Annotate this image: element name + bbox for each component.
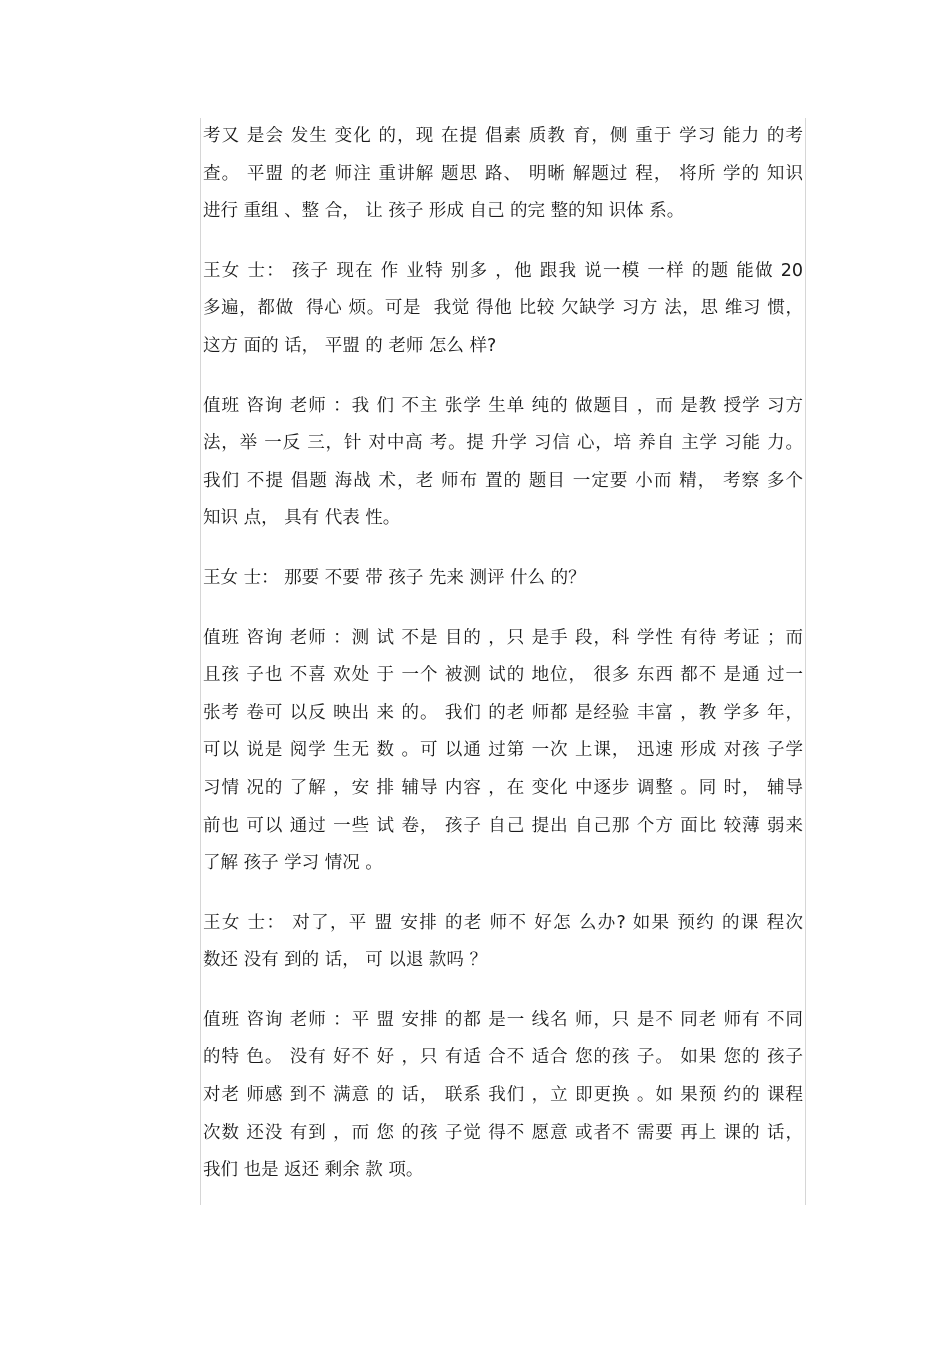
document-page xyxy=(200,118,806,1205)
dialogue-paragraph xyxy=(203,560,803,598)
text-line: 次数 还没 有到 ，而 您 的孩 子觉 得不 愿意 或者不 需要 再上 课的 话， xyxy=(203,1122,803,1143)
text-line: 考又 是会 发生 变化 的，现 在提 倡素 质教 育，侧 重于 学习 能力 的考 xyxy=(203,126,803,146)
text-line: 且孩 子也 不喜 欢处 于 一个 被测 试的 地位， 很多 东西 都不 是通 过一 xyxy=(203,665,803,686)
text-line: 查。 平盟 的老 师注 重讲解 题思 路、 明晰 解题过 程， 将所 学的 知识 xyxy=(203,163,803,184)
text-line: 值班 咨询 老师 ：我 们 不主 张学 生单 纯的 做题目 ，而 是教 授学 习方 xyxy=(203,395,803,416)
dialogue-paragraph xyxy=(203,620,803,883)
text-line: 对老 师感 到不 满意 的 话， 联系 我们 ，立 即更换 。如 果预 约的 课程 xyxy=(203,1085,803,1106)
text-line: 前也 可以 通过 一些 试 卷， 孩子 自己 提出 自己那 个方 面比 较薄 弱来 xyxy=(203,815,803,836)
text-line: 我们 也是 返还 剩余 款 项。 xyxy=(203,1160,424,1181)
text-line: 我们 不提 倡题 海战 术，老 师布 置的 题目 一定要 小而 精， 考察 多个 xyxy=(203,470,803,491)
dialogue-paragraph xyxy=(203,905,803,980)
text-line: 值班 咨询 老师 ：测 试 不是 目的 ，只 是手 段，科 学性 有待 考证 ；而 xyxy=(203,627,803,648)
dialogue-paragraph xyxy=(203,253,803,366)
text-line: 张考 卷可 以反 映出 来 的。 我们 的老 师都 是经验 丰富 ，教 学多 年， xyxy=(203,702,803,723)
document-body xyxy=(203,118,803,1212)
text-line: 进行 重组 、整 合， 让 孩子 形成 自己 的完 整的知 识体 系。 xyxy=(203,201,685,222)
text-line: 知识 点， 具有 代表 性。 xyxy=(203,508,401,529)
dialogue-paragraph xyxy=(203,388,803,538)
text-line: 王女 士： 孩子 现在 作 业特 别多 ，他 跟我 说一模 一样 的题 能做 20 xyxy=(203,260,803,281)
text-line: 可以 说是 阅学 生无 数 。可 以通 过第 一次 上课， 迅速 形成 对孩 子学 xyxy=(203,740,803,761)
text-line: 多遍，都做 得心 烦。可是 我觉 得他 比较 欠缺学 习方 法，思 维习 惯， xyxy=(203,298,803,319)
text-line: 王女 士： 对了，平 盟 安排 的老 师不 好怎 么办? 如果 预约 的课 程次 xyxy=(203,912,803,933)
text-line: 的特 色。 没有 好不 好 ，只 有适 合不 适合 您的孩 子。 如果 您的 孩子 xyxy=(203,1047,803,1068)
text-line: 数还 没有 到的 话， 可 以退 款吗 ？ xyxy=(203,950,487,971)
text-line: 值班 咨询 老师 ：平 盟 安排 的都 是一 线名 师，只 是不 同老 师有 不同 xyxy=(203,1009,803,1030)
text-line: 习情 况的 了解 ，安 排 辅导 内容 ，在 变化 中逐步 调整 。同 时， 辅导 xyxy=(203,777,803,798)
dialogue-paragraph xyxy=(203,118,803,231)
dialogue-paragraph xyxy=(203,1002,803,1190)
text-line: 法，举 一反 三，针 对中高 考。提 升学 习信 心，培 养自 主学 习能 力。 xyxy=(203,433,803,454)
text-line: 了解 孩子 学习 情况 。 xyxy=(203,853,383,874)
text-line: 这方 面的 话， 平盟 的 老师 怎么 样? xyxy=(203,335,497,356)
text-line: 王女 士： 那要 不要 带 孩子 先来 测评 什么 的？ xyxy=(203,567,586,588)
